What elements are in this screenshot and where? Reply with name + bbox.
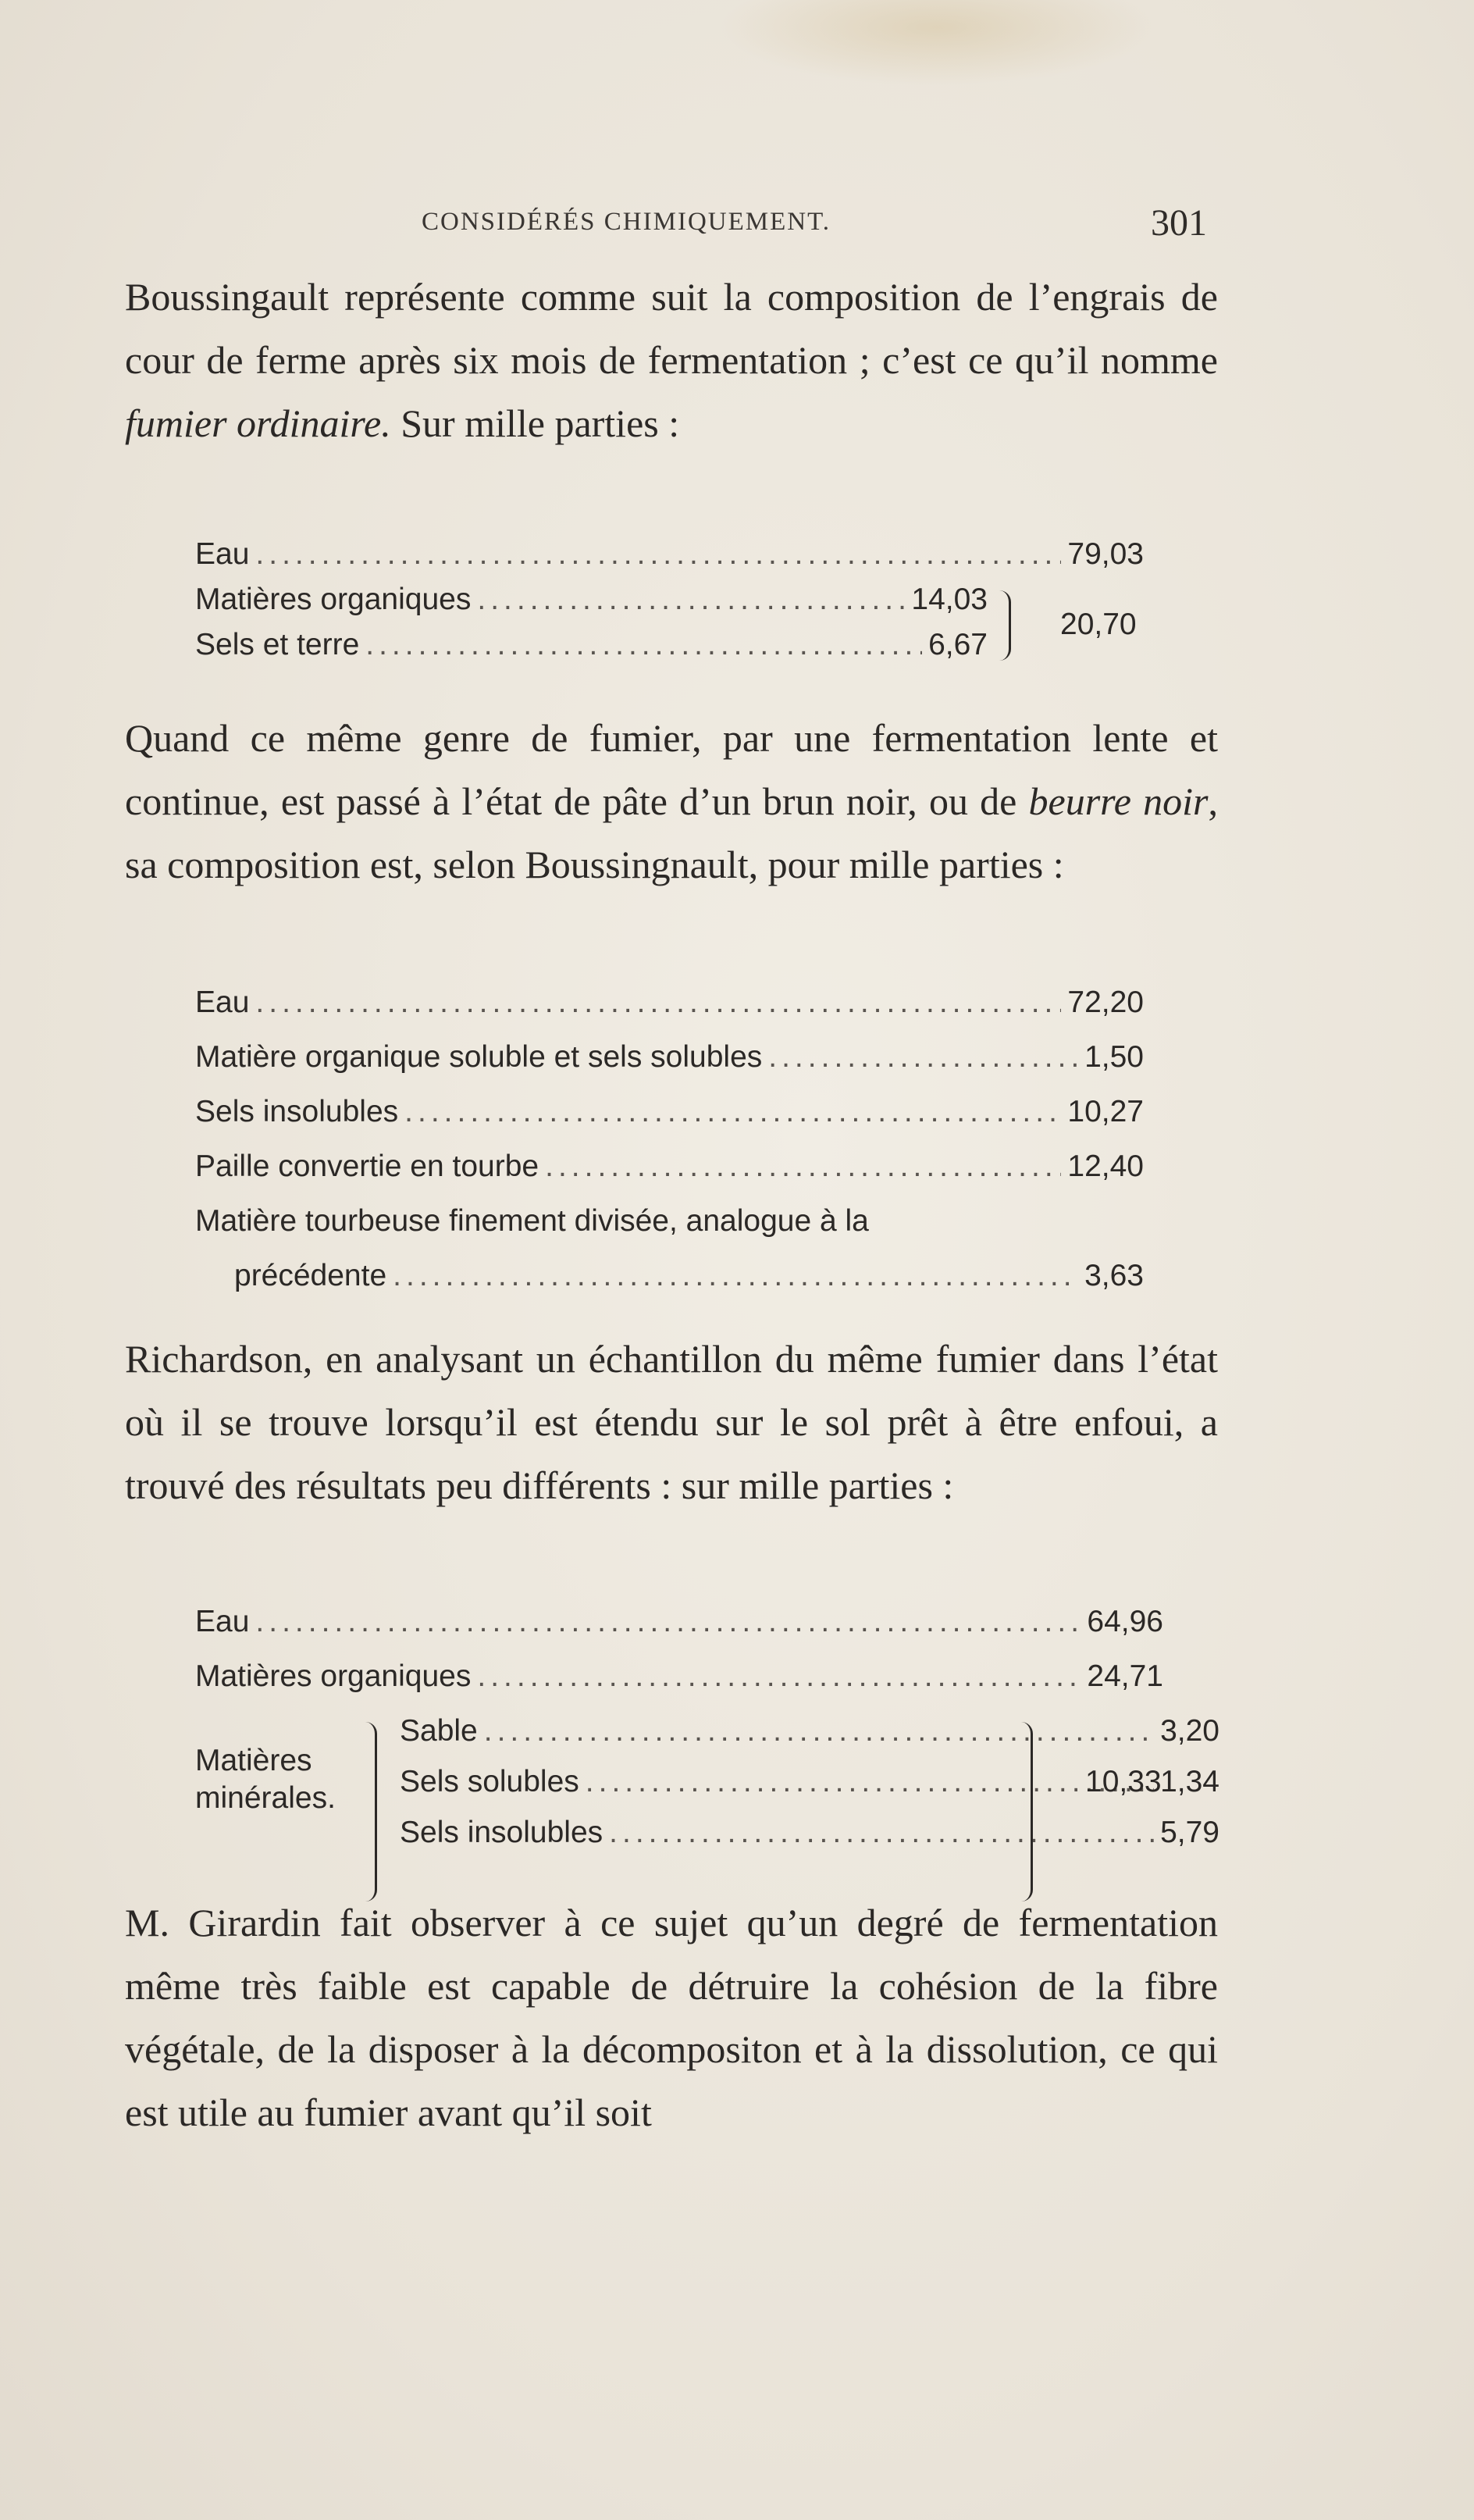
row-value: 5,79	[1160, 1816, 1219, 1849]
leader-dots	[477, 1659, 1081, 1694]
left-brace	[365, 1722, 377, 1902]
group-total: 10,33	[1085, 1765, 1162, 1798]
leader-dots	[365, 628, 922, 662]
table-row	[195, 1605, 1163, 1644]
leader-dots	[255, 537, 1061, 572]
leader-dots	[255, 986, 1061, 1020]
row-value: 14,03	[911, 583, 988, 616]
group-total: 20,70	[1060, 608, 1137, 641]
paper-stain	[718, 0, 1155, 86]
row-label: Sels solubles	[400, 1765, 579, 1798]
row-value: 79,03	[1067, 537, 1144, 571]
row-value: 72,20	[1067, 986, 1144, 1019]
leader-dots	[393, 1259, 1078, 1293]
row-label: Paille convertie en tourbe	[195, 1150, 539, 1183]
row-label: Eau	[195, 1605, 250, 1638]
table-row	[400, 1714, 1219, 1753]
row-value: 1,34	[1160, 1765, 1219, 1798]
row-label: Sels et terre	[195, 628, 360, 661]
paragraph-1-tail: Sur mille parties :	[390, 401, 680, 445]
group-label-line: Matières	[195, 1744, 312, 1777]
row-label: Eau	[195, 986, 250, 1019]
row-value: 10,27	[1067, 1095, 1144, 1128]
paragraph-1-text: Boussingault représente comme suit la composition de l’engrais de cour de ferme après six mois de fermentation ; c’est ce qu’il nomme	[125, 275, 1218, 382]
table-row	[195, 1150, 1144, 1189]
row-value: 64,96	[1087, 1605, 1163, 1638]
leader-dots	[768, 1040, 1078, 1075]
paragraph-2-tail: , sa composition est, selon Boussingnault, pour mille parties :	[125, 779, 1219, 886]
row-label: précédente	[234, 1259, 387, 1292]
table-row	[195, 1040, 1144, 1079]
leader-dots	[484, 1714, 1154, 1748]
running-title: CONSIDÉRÉS CHIMIQUEMENT.	[422, 208, 831, 236]
group-label	[195, 1742, 336, 1817]
row-value: 12,40	[1067, 1150, 1144, 1183]
paragraph-1	[125, 266, 1218, 455]
table-row	[195, 537, 1144, 576]
row-value: 6,67	[928, 628, 988, 661]
leader-dots	[255, 1605, 1081, 1639]
curly-brace	[1021, 1722, 1033, 1902]
row-label: Matière tourbeuse finement divisée, analogue à la	[195, 1204, 869, 1238]
row-label: Sable	[400, 1714, 478, 1748]
table-row	[400, 1816, 1219, 1855]
row-value: 3,20	[1160, 1714, 1219, 1748]
paragraph-2-italic: beurre noir	[1028, 779, 1209, 823]
table-row	[195, 986, 1144, 1025]
paragraph-2	[125, 707, 1218, 896]
paragraph-2-text: Quand ce même genre de fumier, par une fermentation lente et continue, est passé à l’état de pâte d’un brun noir, ou de	[125, 716, 1218, 823]
leader-dots	[404, 1095, 1061, 1129]
leader-dots	[609, 1816, 1154, 1850]
paragraph-4: M. Girardin fait observer à ce sujet qu’un degré de fermentation même très faible est capable de détruire la cohésion de la fibre végétale, de la disposer à la décompositon et à la dissolution, ce qui est utile au fumier avant qu’il soit	[125, 1901, 1218, 2134]
row-label: Eau	[195, 537, 250, 571]
row-label: Sels insolubles	[400, 1816, 603, 1849]
group-label-line: minérales.	[195, 1781, 336, 1815]
table-row	[195, 1204, 869, 1243]
table-row	[195, 628, 988, 667]
page-number: 301	[1151, 202, 1207, 244]
paragraph-1-italic: fumier ordinaire.	[125, 401, 391, 445]
table-row	[195, 583, 988, 622]
table-row	[195, 1095, 1144, 1134]
row-value: 3,63	[1084, 1259, 1144, 1292]
row-value: 24,71	[1087, 1659, 1163, 1693]
row-value: 1,50	[1084, 1040, 1144, 1074]
table-row	[234, 1259, 1144, 1298]
row-label: Matières organiques	[195, 1659, 472, 1693]
table-row	[195, 1659, 1163, 1698]
row-label: Matières organiques	[195, 583, 472, 616]
leader-dots	[545, 1150, 1061, 1184]
row-label: Sels insolubles	[195, 1095, 399, 1128]
row-label: Matière organique soluble et sels solubles	[195, 1040, 763, 1074]
leader-dots	[477, 583, 905, 617]
curly-brace	[999, 590, 1011, 661]
leader-dots	[586, 1765, 1154, 1799]
running-head	[0, 201, 1474, 248]
paragraph-3: Richardson, en analysant un échantillon du même fumier dans l’état où il se trouve lorsqu’il est étendu sur le sol prêt à être enfoui, a trouvé des résultats peu différents : sur mille parties :	[125, 1337, 1218, 1507]
